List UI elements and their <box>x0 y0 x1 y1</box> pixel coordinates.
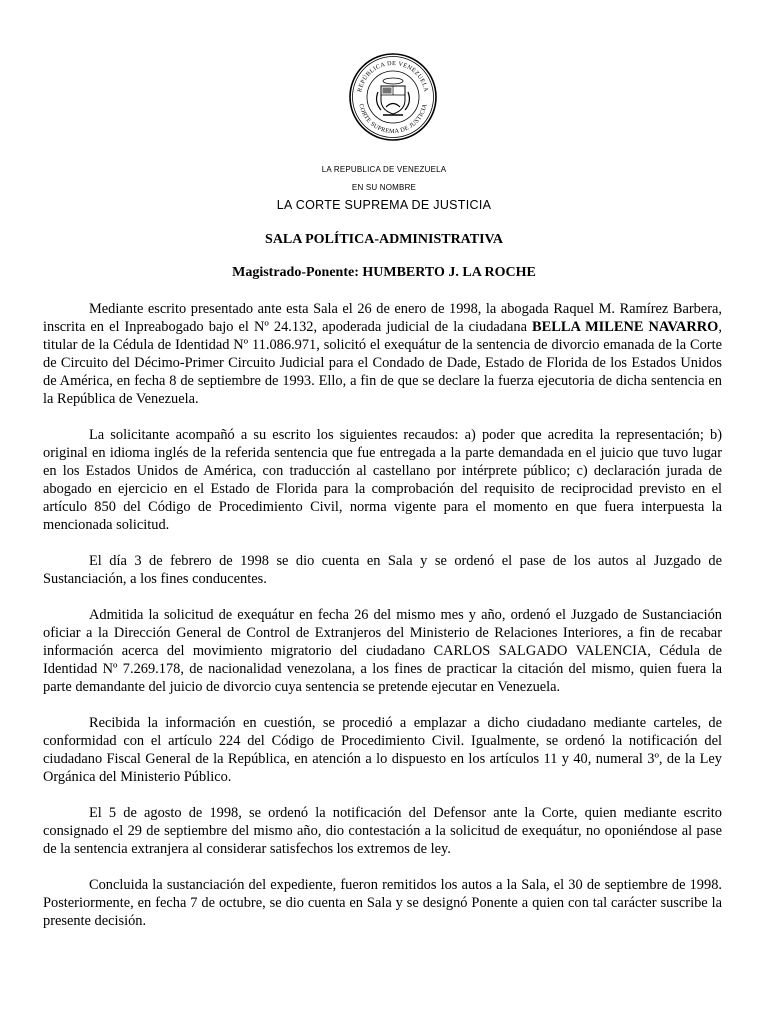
paragraph-1-text-b: , titular de la Cédula de Identidad Nº 11.086.971, solicitó el exequátur de la sentencia de divorcio emanada de la Corte de Circuito del Décimo-Primer Circuito Judicial para el Condado de Dade, Estado de Florida de los Estados Unidos de América, en fecha 8 de septiembre de 1993. Ello, a fin de que se declare la fuerza ejecutoria de dicha sentencia en la República de Venezuela. <box>43 319 722 407</box>
paragraph-1-text-a: Mediante escrito presentado ante esta Sala el 26 de enero de 1998, la abogada Raquel M. Ramírez Barbera, inscrita en el Inpreabogado bajo el Nº 24.132, apoderada judicial de la ciudadana <box>43 301 722 335</box>
sala-title: SALA POLÍTICA-ADMINISTRATIVA <box>265 232 503 247</box>
paragraph-1-party-name: BELLA MILENE NAVARRO <box>532 319 719 335</box>
header-court-name: LA CORTE SUPREMA DE JUSTICIA <box>276 198 492 212</box>
paragraph-5: Recibida la información en cuestión, se procedió a emplazar a dicho ciudadano mediante carteles, de conformidad con el artículo 224 del Código de Procedimiento Civil. Igualmente, se ordenó la notificación del ciudadano Fiscal General de la República, en atención a lo dispuesto en los artículos 11 y 40, numeral 3º, de la Ley Orgánica del Ministerio Público. <box>43 715 722 785</box>
magistrado-ponente-line: Magistrado-Ponente: HUMBERTO J. LA ROCHE <box>232 265 536 280</box>
coat-of-arms-icon <box>377 78 410 115</box>
paragraph-3: El día 3 de febrero de 1998 se dio cuenta en Sala y se ordenó el pase de los autos al Juzgado de Sustanciación, a los fines conducentes. <box>43 553 722 587</box>
document-body <box>43 300 722 930</box>
seal-top-text: REPÚBLICA DE VENEZUELA <box>356 59 430 93</box>
paragraph-2: La solicitante acompañó a su escrito los siguientes recaudos: a) poder que acredita la representación; b) original en idioma inglés de la referida sentencia que fue entregada a la parte demandada en el juicio que tuvo lugar en los Estados Unidos de América, con traducción al castellano por intérprete público; c) declaración jurada de abogado en ejercicio en el Estado de Florida para la comprobación del requisito de reciprocidad previsto en el artículo 850 del Código de Procedimiento Civil, norma vigente para el momento en que fuera interpuesta la mencionada solicitud. <box>43 427 722 533</box>
paragraph-4: Admitida la solicitud de exequátur en fecha 26 del mismo mes y año, ordenó el Juzgado de Sustanciación oficiar a la Dirección General de Control de Extranjeros del Ministerio de Relaciones Interiores, a fin de recabar información acerca del movimiento migratorio del ciudadano CARLOS SALGADO VALENCIA, Cédula de Identidad Nº 7.269.178, de nacionalidad venezolana, a los fines de practicar la citación del mismo, quien fuera la parte demandante del juicio de divorcio cuya sentencia se pretende ejecutar en Venezuela. <box>43 607 722 695</box>
court-seal-emblem <box>348 52 438 142</box>
header-en-su-nombre-line: EN SU NOMBRE <box>351 183 417 192</box>
paragraph-6: El 5 de agosto de 1998, se ordenó la notificación del Defensor ante la Corte, quien mediante escrito consignado el 29 de septiembre del mismo año, dio contestación a la solicitud de exequátur, no oponiéndose al pase de la sentencia extranjera al considerar satisfechos los extremos de ley. <box>43 805 722 857</box>
svg-text:CORTE SUPREMA DE JUSTICIA <box>357 103 428 135</box>
paragraph-1 <box>43 300 722 408</box>
header-republic-line: LA REPUBLICA DE VENEZUELA <box>321 165 447 174</box>
seal-bottom-text: CORTE SUPREMA DE JUSTICIA <box>357 103 429 136</box>
paragraph-7: Concluida la sustanciación del expediente, fueron remitidos los autos a la Sala, el 30 de septiembre de 1998. Posteriormente, en fecha 7 de octubre, se dio cuenta en Sala y se designó Ponente a quien con tal carácter suscribe la presente decisión. <box>43 877 722 929</box>
